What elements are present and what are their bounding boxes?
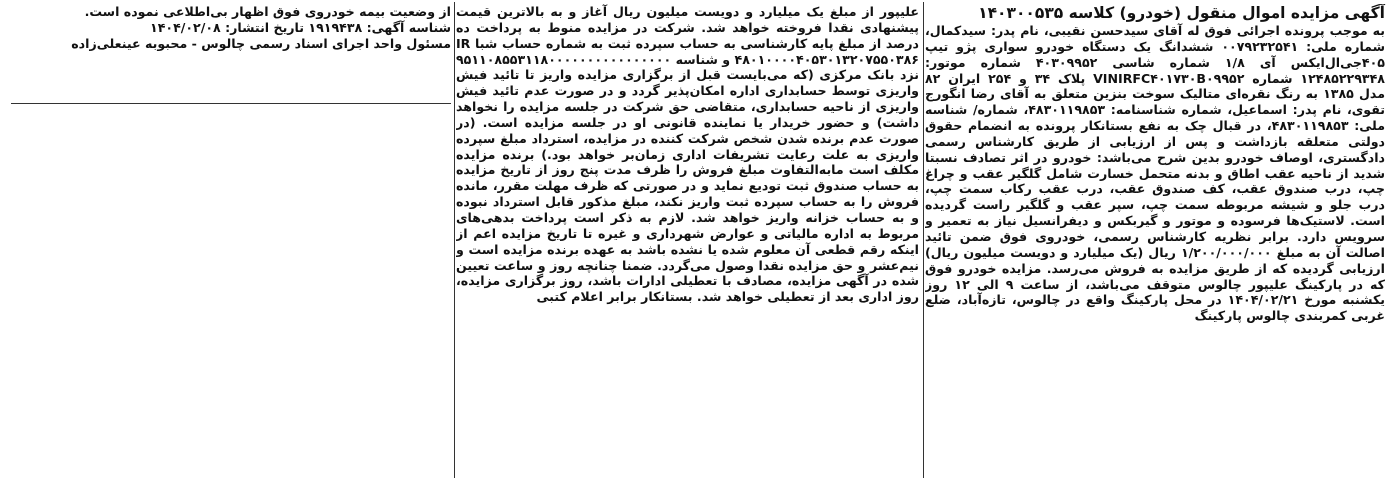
notice-column-1: [925, 4, 1387, 478]
notice-body-part-2: علیپور از مبلغ یک میلیارد و دویست میلیون ریال آغاز و به بالاترین قیمت پیشنهادی نقدا فروخته خواهد شد. شرکت در مزایده منوط به پرداخت ده درصد از مبلغ پایه کارشناسی به حساب سپرده ثبت به شماره حساب شبا IR ۴۸۰۱۰۰۰۰۴۰۵۳۰۱۳۲۰۷۵۵۰۳۸۶ و شناسه ۹۵۱۱۰۸۵۵۳۱۱۸۰۰۰۰۰۰۰۰۰۰۰۰۰۰۰۰ نزد بانک مرکزی (که می‌بایست قبل از برگزاری مزایده واریز تا تائید فیش واریزی توسط حسابداری اداره امکان‌پذیر گردد و در صورت عدم تائید فیش واریزی از ناحیه حسابداری، متقاضی حق شرکت در جلسه مزایده را نخواهد داشت) و حضور خریدار یا نماینده قانونی او در جلسه مزایده است. (در صورت عدم برنده شدن شخص شرکت کننده در مزایده، استرداد مبلغ سپرده واریزی به علت رعایت تشریفات اداری زمان‌بر خواهد بود.) برنده مزایده مکلف است مابه‌التفاوت مبلغ فروش را ظرف مدت پنج روز از تاریخ مزایده به حساب صندوق ثبت تودیع نماید و در صورتی که ظرف مهلت مقرر، مانده فروش را به حساب سپرده ثبت واریز نکند، مبلغ مذکور قابل استرداد نبوده و به حساب خزانه واریز خواهد شد. لازم به ذکر است پرداخت بدهی‌های مربوط به اداره مالیاتی و عوارض شهرداری و غیره تا تاریخ مزایده اعم از اینکه رقم قطعی آن معلوم شده یا نشده باشد به عهده برنده مزایده است و نیم‌عشر و حق مزایده نقدا وصول می‌گردد. ضمنا چنانچه روز و ساعت تعیین شده در آگهی مزایده، مصادف با تعطیلی ادارات باشد، روز برگزاری مزایده، روز اداری بعد از تعطیلی خواهد شد. بستانکار برابر اعلام کتبی: [456, 4, 919, 305]
signatory: مسئول واحد اجرای اسناد رسمی چالوس - محبوبه عینعلی‌زاده: [71, 35, 451, 51]
notice-end-rule: [11, 103, 451, 104]
insurance-statement: از وضعیت بیمه خودروی فوق اظهار بی‌اطلاعی نموده است.: [84, 4, 451, 19]
notice-column-2: [456, 4, 919, 478]
notice-title: آگهی مزایده اموال منقول (خودرو) کلاسه ۱۴۰۳۰۰۵۳۵: [978, 4, 1385, 22]
publication-info: شناسه آگهی: ۱۹۱۹۴۳۸ تاریخ انتشار: ۱۴۰۴/۰۲/۰۸: [150, 19, 451, 35]
notice-body-part-1: به موجب پرونده اجرائی فوق له آقای سیدحسن نقیبی، نام پدر: سیدکمال، شماره ملی: ۰۰۷۹۲۳۲۵۴۱ ششدانگ یک دستگاه خودرو سواری پژو تیپ ۴۰۵جی‌ال‌ایکس آی ۱/۸ شماره شاسی ۴۰۳۰۹۹۵۲ شماره موتور: ۱۲۴۸۵۲۲۹۳۴۸ شماره VINIRFC۴۰۱۷۳۰B۰۹۹۵۲ پلاک ۳۴ و ۲۵۴ ایران ۸۲ مدل ۱۳۸۵ به رنگ نقره‌ای متالیک سوخت بنزین متعلق به آقای رضا انگورج تقوی، نام پدر: اسماعیل، شماره شناسنامه: ۴۸۳۰۱۱۹۸۵۳، شماره/ شناسه ملی: ۴۸۳۰۱۱۹۸۵۳، در قبال چک به نفع بستانکار پرونده به انضمام حقوق دولتی متعلقه بازداشت و پس از ارزیابی از طریق کارشناس رسمی دادگستری، اوصاف خودرو بدین شرح می‌باشد: خودرو در اثر تصادف نسبتا شدید از ناحیه عقب اطاق و بدنه متحمل خسارت شامل گلگیر عقب و چراغ چپ، درب صندوق عقب، کف صندوق عقب، درب عقب رکاب سمت چپ، درب جلو و شیشه مربوطه سمت چپ، سپر عقب و گلگیر راست گردیده است. لاستیک‌ها فرسوده و موتور و گیربکس و دیفرانسیل نیاز به تعمیر و سرویس دارد. برابر نظریه کارشناس رسمی، خودروی فوق ضمن تائید اصالت آن به مبلغ ۱/۲۰۰/۰۰۰/۰۰۰ ریال (یک میلیارد و دویست میلیون ریال) ارزیابی گردیده که از طریق مزایده به فروش می‌رسد. مزایده خودرو فوق که در پارکینگ علیپور چالوس متوقف می‌باشد، از ساعت ۹ الی ۱۲ روز یکشنبه مورخ ۱۴۰۴/۰۲/۲۱ در محل پارکینگ واقع در چالوس، تازه‌آباد، ضلع غربی کمربندی چالوس پارکینگ: [925, 23, 1386, 324]
column-divider: [454, 2, 455, 478]
column-divider: [923, 2, 924, 478]
notice-column-3: [4, 4, 451, 124]
